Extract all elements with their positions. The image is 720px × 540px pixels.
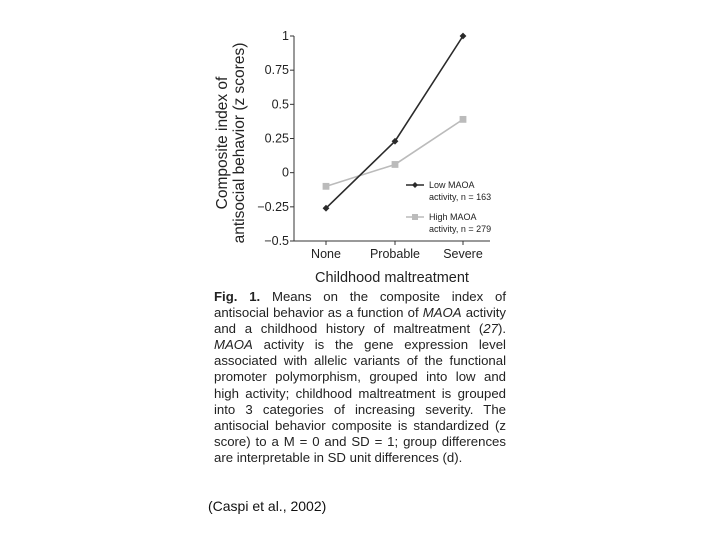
legend-marker-diamond	[412, 182, 418, 188]
y-tick-label: 0.5	[271, 97, 289, 112]
legend-label: High MAOA	[429, 212, 477, 222]
caption-gene-name-1: MAOA	[422, 305, 462, 321]
caption-reference: 27	[483, 321, 498, 337]
y-tick-label: −0.5	[264, 234, 289, 248]
caption-text-1: Means on the composite index of antisocial behavior as a function of	[214, 289, 506, 321]
data-point-high-maoa	[392, 161, 399, 168]
y-tick-label: 1	[282, 29, 289, 43]
x-axis-label: Childhood maltreatment	[315, 270, 469, 286]
legend-sublabel: activity, n = 279	[429, 224, 492, 234]
y-tick-label: 0	[282, 165, 289, 180]
caption-gene-name-2: MAOA	[214, 337, 253, 353]
legend-label: Low MAOA	[429, 180, 475, 190]
caption-label: Fig. 1.	[214, 289, 261, 304]
x-tick-label: Probable	[369, 247, 421, 261]
y-tick-label: 0.25	[264, 131, 289, 146]
caption-text-2: activity and a childhood history of maltreatment (	[214, 305, 507, 337]
legend-sublabel: activity, n = 163	[429, 192, 492, 202]
series-line-high-maoa	[326, 119, 463, 186]
caption-text-4: activity is the gene expression level associated with allelic variants of the functional promoter polymorphism, grouped into low and high activity; childhood maltreatment is grouped into 3 categories of increasing severity. The antisocial behavior composite is standardized (z score) to a M = 0 and SD = 1; group differences are interpretable in SD unit differences (d).	[214, 337, 506, 465]
data-point-high-maoa	[323, 183, 330, 190]
data-point-high-maoa	[460, 116, 467, 123]
y-tick-label: −0.25	[257, 199, 289, 214]
legend-marker-square	[412, 214, 418, 220]
citation: (Caspi et al., 2002)	[208, 498, 327, 514]
y-axis-label-line1: Composite index of	[214, 76, 231, 210]
caption-text-3: ).	[497, 321, 506, 337]
x-tick-label: Severe	[443, 247, 483, 261]
line-chart	[200, 14, 520, 289]
y-axis-label-line2: antisocial behavior (z scores)	[231, 42, 248, 244]
x-tick-label: None	[311, 247, 341, 261]
y-tick-label: 0.75	[264, 63, 289, 78]
chart-legend	[406, 180, 491, 234]
figure-caption	[214, 289, 506, 466]
